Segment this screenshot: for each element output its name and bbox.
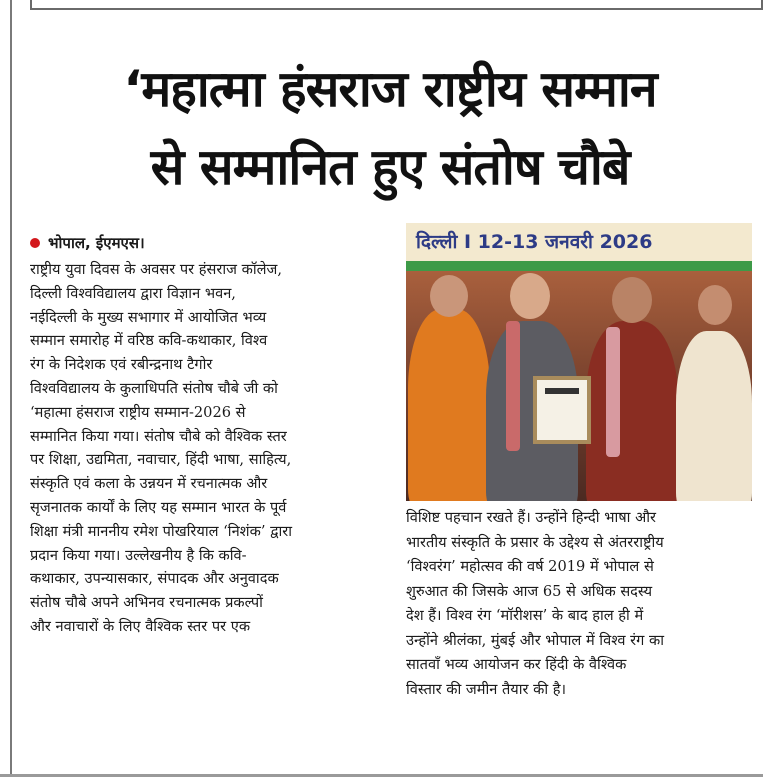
dateline-text: भोपाल, ईएमएस।	[48, 234, 145, 252]
person-monk	[408, 309, 490, 501]
plaque-text-mark	[545, 388, 579, 394]
dateline	[30, 233, 145, 253]
body-line: पर शिक्षा, उद्यमिता, नवाचार, हिंदी भाषा, साहित्य,	[30, 451, 292, 469]
body-line: ‘विश्वरंग’ महोत्सव की वर्ष 2019 में भोपाल से	[406, 558, 654, 575]
body-line: संस्कृति एवं कला के उन्नयन में रचनात्मक और	[30, 475, 268, 493]
body-line: रंग के निदेशक एवं रबीन्द्रनाथ टैगोर	[30, 356, 213, 374]
body-line: विश्वविद्यालय के कुलाधिपति संतोष चौबे जी को	[30, 379, 278, 397]
top-frame-rule	[30, 0, 763, 10]
body-line: सम्मानित किया गया। संतोष चौबे को वैश्विक स्तर	[30, 427, 287, 445]
body-line: देश हैं। विश्व रंग ‘मॉरीशस’ के बाद हाल ही में	[406, 607, 644, 624]
honoree-stole	[506, 321, 520, 451]
body-line: सातवाँ भव्य आयोजन कर हिंदी के वैश्विक	[406, 656, 627, 673]
presenter-stole	[606, 327, 620, 457]
stage-backdrop	[406, 271, 752, 501]
banner-stripe	[406, 261, 752, 271]
person-woman	[676, 331, 752, 501]
body-line: सम्मान समारोह में वरिष्ठ कवि-कथाकार, विश्व	[30, 332, 268, 350]
award-ceremony-photo	[406, 223, 752, 501]
headline	[30, 50, 750, 206]
body-line: भारतीय संस्कृति के प्रसार के उद्देश्य से अंतरराष्ट्रीय	[406, 533, 664, 551]
person-presenter	[586, 321, 678, 501]
body-line: शिक्षा मंत्री माननीय रमेश पोखरियाल ‘निशंक’ द्वारा	[30, 522, 293, 540]
headline-line-2: से सम्मानित हुए संतोष चौबे	[150, 138, 630, 196]
person-presenter-head	[612, 277, 652, 323]
red-bullet-icon	[30, 238, 40, 248]
award-plaque	[533, 376, 591, 444]
column-divider-rule	[10, 0, 12, 777]
body-line: विस्तार की जमीन तैयार की है।	[406, 680, 567, 698]
photo-banner: दिल्ली I 12-13 जनवरी 2026	[406, 223, 752, 261]
article-body-left-column	[30, 258, 378, 639]
body-line: और नवाचारों के लिए वैश्विक स्तर पर एक	[30, 617, 251, 635]
body-line: ‘महात्मा हंसराज राष्ट्रीय सम्मान-2026 से	[30, 403, 246, 421]
body-line: नईदिल्ली के मुख्य सभागार में आयोजित भव्य	[30, 308, 267, 326]
article-body-right-column	[406, 506, 752, 702]
body-line: दिल्ली विश्वविद्यालय द्वारा विज्ञान भवन,	[30, 284, 236, 302]
headline-line-1: ‘महात्मा हंसराज राष्ट्रीय सम्मान	[123, 60, 657, 118]
body-line: विशिष्ट पहचान रखते हैं। उन्होंने हिन्दी भाषा और	[406, 509, 656, 526]
person-woman-head	[698, 285, 732, 325]
body-line: संतोष चौबे अपने अभिनव रचनात्मक प्रकल्पों	[30, 594, 263, 612]
body-line: सृजनातक कार्यों के लिए यह सम्मान भारत के पूर्व	[30, 498, 287, 516]
person-monk-head	[430, 275, 468, 317]
body-line: प्रदान किया गया। उल्लेखनीय है कि कवि-	[30, 546, 247, 564]
body-line: शुरुआत की जिसके आज 65 से अधिक सदस्य	[406, 582, 653, 600]
person-honoree-head	[510, 273, 550, 319]
body-line: कथाकार, उपन्यासकार, संपादक और अनुवादक	[30, 570, 279, 588]
body-line: उन्होंने श्रीलंका, मुंबई और भोपाल में विश्व रंग का	[406, 631, 664, 649]
body-line: राष्ट्रीय युवा दिवस के अवसर पर हंसराज कॉलेज,	[30, 261, 282, 278]
